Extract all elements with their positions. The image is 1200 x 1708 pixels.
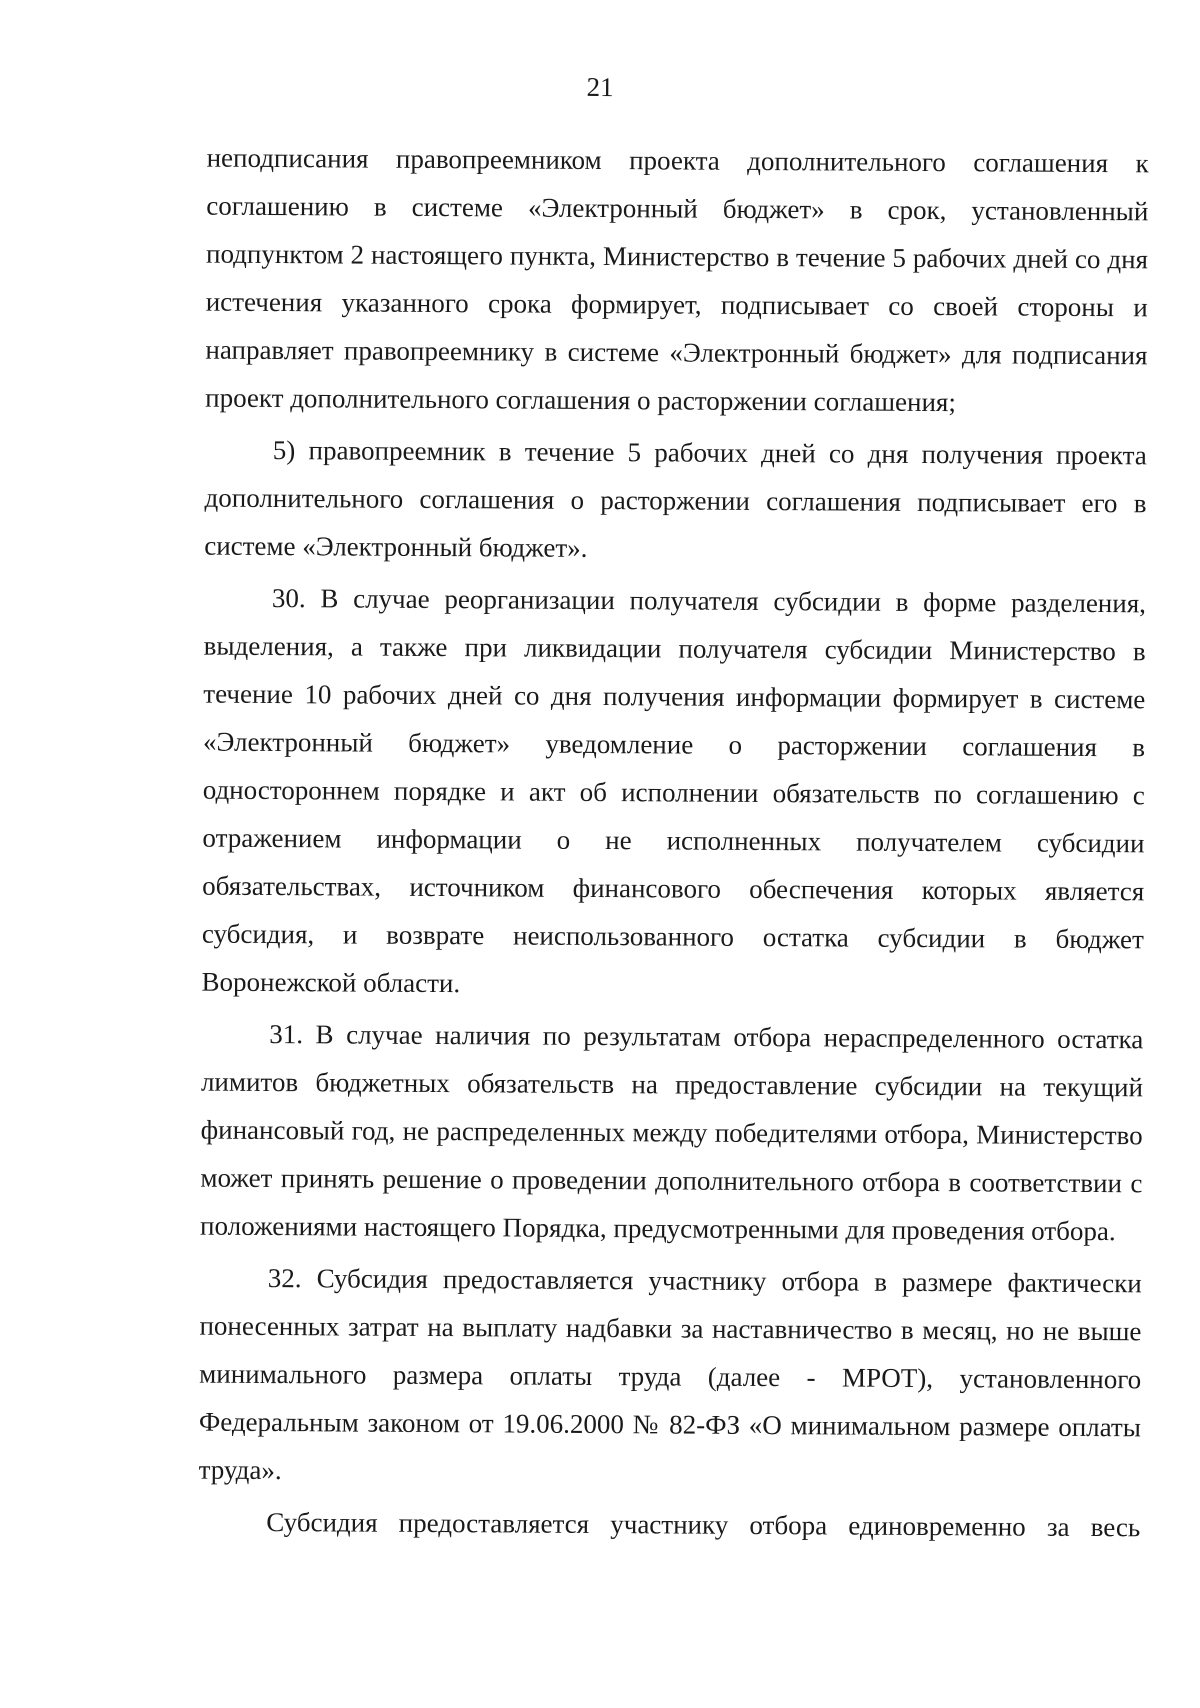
paragraph-item-31: 31. В случае наличия по результатам отбора нераспределенного остатка лимитов бюджетных обязательств на предоставление субсидии на текущий финансовый год, не распределенных между победителями отбора, Министерство может принять решение о проведении дополнительного отбора в соответствии с положениями настоящего Порядка, предусмотренными для проведения отбора. (200, 1018, 1144, 1247)
page-number: 21 (586, 71, 614, 103)
paragraph-item-30: 30. В случае реорганизации получателя субсидии в форме разделения, выделения, а также при ликвидации получателя субсидии Министерство в течение 10 рабочих дней со дня получения информации формирует в системе «Электронный бюджет» уведомление о расторжении соглашения в одностороннем порядке и акт об исполнении обязательств по соглашению с отражением информации о не исполненных получателем субсидии обязательствах, источником финансового обеспечения которых является субсидия, и возврате неиспользованного остатка субсидии в бюджет Воронежской области. (201, 583, 1147, 999)
paragraph-continuation: неподписания правопреемником проекта дополнительного соглашения к соглашению в системе «Электронный бюджет» в срок, установленный подпунктом 2 настоящего пункта, Министерство в течение 5 рабочих дней со дня истечения указанного срока формирует, подписывает со своей стороны и направляет правопреемнику в системе «Электронный бюджет» для подписания проект дополнительного соглашения о расторжении соглашения; (205, 142, 1149, 418)
document-body (198, 134, 1149, 1552)
paragraph-subitem-5: 5) правопреемник в течение 5 рабочих дней со дня получения проекта дополнительного соглашения о расторжении соглашения подписывает его в системе «Электронный бюджет». (204, 435, 1147, 563)
paragraph-item-32: 32. Субсидия предоставляется участнику отбора в размере фактически понесенных затрат на выплату надбавки за наставничество в месяц, но не выше минимального размера оплаты труда (далее - МРОТ), установленного Федеральным законом от 19.06.2000 № 82-ФЗ «О минимальном размере оплаты труда». (198, 1262, 1142, 1486)
paragraph-subsidy-continued: Субсидия предоставляется участнику отбора единовременно за весь (266, 1506, 1141, 1543)
